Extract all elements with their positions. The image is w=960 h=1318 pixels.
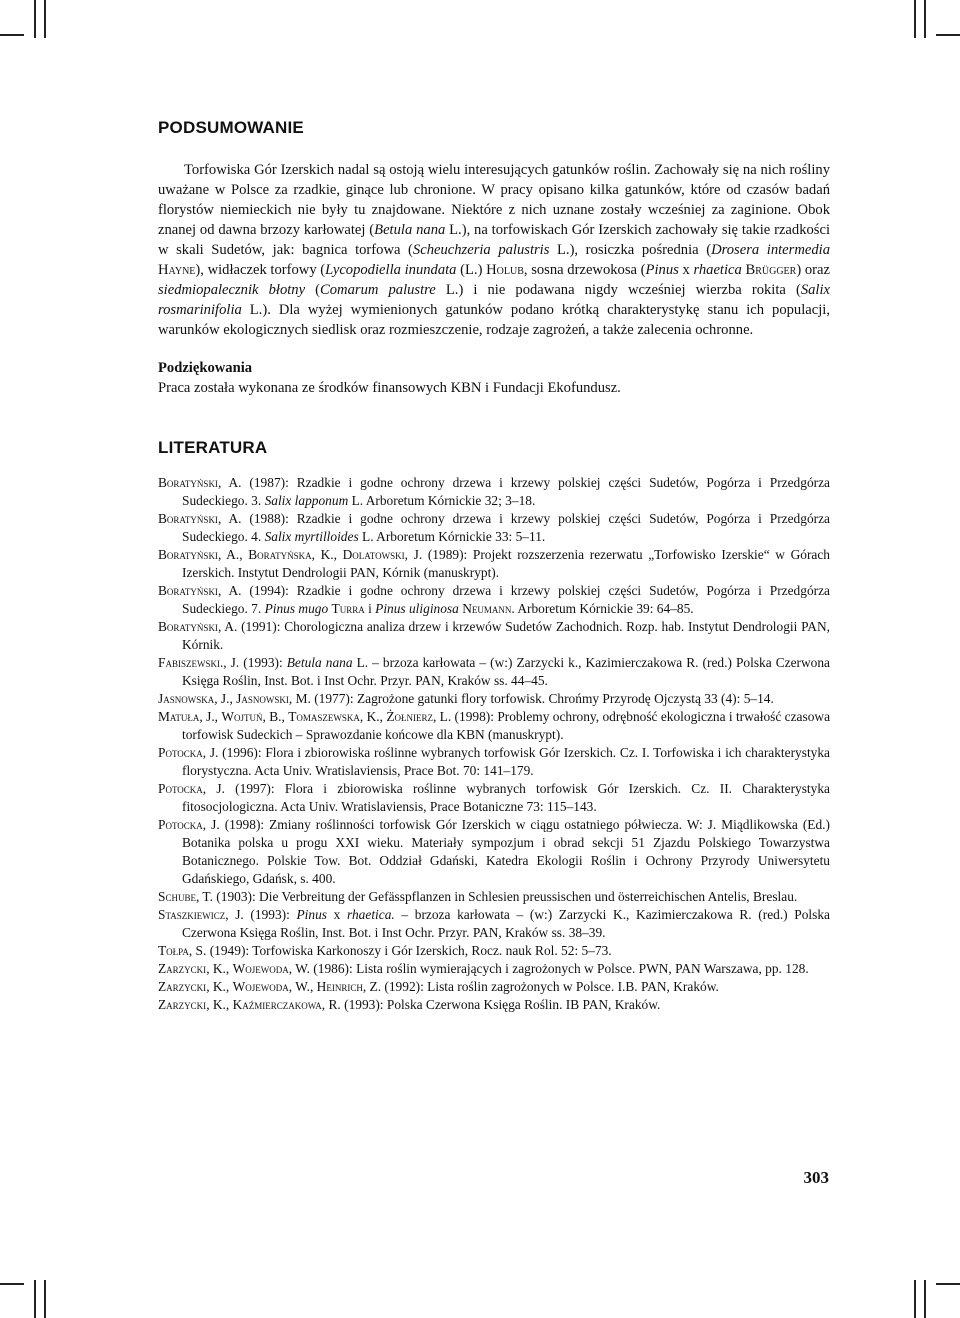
text-run: (L.) [456, 262, 487, 278]
italic-text: Pinus uliginosa [375, 601, 459, 616]
author-name: Turra [331, 601, 365, 616]
crop-mark-tl-v [34, 0, 36, 38]
text-run: i [364, 601, 376, 616]
author-name: Boratyńska [248, 547, 312, 562]
text-run: , sosna drzewokosa ( [523, 262, 646, 278]
text-run: , L. (1998): Problemy ochrony, odrębność ekologiczna i trwałość czasowa torfowisk Sudeckich – Sprawozdanie końcowe dla KBN (manuskrypt). [182, 709, 831, 742]
crop-mark-tr-v [924, 0, 926, 38]
text-run: , A. (1994): Rzadkie i godne ochrony drzewa i krzewy polskiej części Sudetów, Pogórza i Przedgórza Sudeckiego. 7. [182, 583, 830, 616]
crop-mark-br-v2 [914, 1280, 916, 1318]
text-run: , K., [206, 961, 233, 976]
text-run: ) oraz [796, 262, 830, 278]
reference-item [158, 546, 830, 582]
author-name: Boratyński [158, 547, 218, 562]
text-run: , J. (1989): Projekt rozszerzenia rezerwatu „Torfowisko Izerskie“ w Górach Izerskich. Instytut Dendrologii PAN, Kórnik (manuskrypt). [182, 547, 830, 580]
reference-item [158, 474, 830, 510]
reference-item [158, 690, 830, 708]
italic-text: Pinus mugo [264, 601, 329, 616]
text-run: , W. (1986): Lista roślin wymierających i zagrożonych w Polsce. PWN, PAN Warszawa, pp. 128. [288, 961, 809, 976]
text-run: , K., [311, 547, 343, 562]
italic-text: Pinus [296, 907, 328, 922]
text-run: ( [305, 282, 321, 298]
text-run: ), widłaczek torfowy ( [195, 262, 326, 278]
text-run: , A. (1988): Rzadkie i godne ochrony drzewa i krzewy polskiej części Sudetów, Pogórza i Przedgórza Sudeckiego. 4. [182, 511, 830, 544]
author-name: Dolatowski [342, 547, 405, 562]
acknowledgements-heading: Podziękowania [158, 360, 253, 376]
reference-item [158, 618, 830, 654]
text-run: , K., [359, 709, 387, 724]
text-run: , T. (1903): Die Verbreitung der Gefässpflanzen in Schlesien preussischen und österreichischen Antelis, Breslau. [195, 889, 798, 904]
italic-text: Comarum palustre [320, 282, 436, 298]
crop-mark-tr-v2 [914, 0, 916, 38]
text-run: ., J. (1993): [219, 655, 287, 670]
text-run: x [327, 907, 348, 922]
author-name: Holub [486, 262, 524, 278]
author-name: Zarzycki [158, 997, 207, 1012]
crop-mark-br-h [936, 1283, 960, 1285]
literature-heading: LITERATURA [158, 438, 268, 457]
crop-mark-bl-v [34, 1280, 36, 1318]
text-run: . Arboretum Kórnickie 39: 64–85. [511, 601, 694, 616]
text-run: , J., [199, 709, 222, 724]
text-run: L.). Dla wyżej wymienionych gatunków podano krótką charakterystykę stanu ich populacji, warunków ekologicznych siedlisk oraz rozmieszczenie, rodzaje zagrożeń, a także zalecenia ochronne. [158, 302, 830, 338]
author-name: Fabiszewski [158, 655, 220, 670]
crop-mark-tl-v2 [44, 0, 46, 38]
reference-item [158, 978, 830, 996]
author-name: Potocka [158, 745, 203, 760]
author-name: Zarzycki [158, 979, 207, 994]
author-name: Tołpa [158, 943, 189, 958]
reference-item [158, 906, 830, 942]
reference-item [158, 744, 830, 780]
author-name: Brügger [745, 262, 797, 278]
text-run: L.), na torfowiskach Gór Izerskich zachowały się takie rzadkości w skali Sudetów, jak: bagnica torfowa ( [158, 222, 830, 258]
author-name: Wojtuń [221, 709, 263, 724]
author-name: Boratyński [158, 475, 218, 490]
author-name: Neumann [462, 601, 512, 616]
acknowledgements-text: Praca została wykonana ze środków finansowych KBN i Fundacji Ekofundusz. [158, 380, 621, 396]
italic-text: Salix lapponum [264, 493, 349, 508]
author-name: Jasnowski [236, 691, 289, 706]
reference-item [158, 888, 830, 906]
text-run: L.), rosiczka pośrednia ( [549, 242, 712, 258]
author-name: Schube [158, 889, 196, 904]
text-run: , A., [217, 547, 249, 562]
text-run: , J. (1996): Flora i zbiorowiska roślinne wybranych torfowisk Gór Izerskich. Cz. I. Torfowiska i ich charakterystyka florystyczna. Acta Univ. Wratislaviensis, Prace Bot. 70: 141–179. [182, 745, 830, 778]
italic-text: rhaetica. [347, 907, 395, 922]
text-run: – brzoza karłowata – (w:) Zarzycki K., Kazimierczakowa R. (red.) Polska Czerwona Księga Roślin, Inst. Bot. i Inst Ochr. Przyr. PAN, Kraków ss. 38–39. [182, 907, 831, 940]
author-name: Zarzycki [158, 961, 207, 976]
author-name: Potocka [158, 781, 203, 796]
text-run: L. Arboretum Kórnickie 33: 5–11. [358, 529, 546, 544]
author-name: Boratyński [158, 619, 218, 634]
italic-text: Betula nana [286, 655, 353, 670]
text-run: , R. (1993): Polska Czerwona Księga Roślin. IB PAN, Kraków. [321, 997, 661, 1012]
italic-text: Pinus [645, 262, 679, 278]
author-name: Staszkiewicz [158, 907, 226, 922]
author-name: Jasnowska [158, 691, 215, 706]
text-run: , S. (1949): Torfowiska Karkonoszy i Gór Izerskich, Rocz. nauk Rol. 52: 5–73. [188, 943, 612, 958]
text-run: , Z. (1992): Lista roślin zagrożonych w Polsce. I.B. PAN, Kraków. [362, 979, 719, 994]
reference-item [158, 816, 830, 888]
summary-paragraph [158, 160, 830, 340]
crop-mark-bl-h [0, 1283, 24, 1285]
text-run: , W., [288, 979, 317, 994]
crop-mark-bl-v2 [44, 1280, 46, 1318]
summary-heading: PODSUMOWANIE [158, 118, 304, 137]
text-run: x [678, 262, 694, 278]
crop-mark-tr-h [936, 34, 960, 36]
text-run: , A. (1987): Rzadkie i godne ochrony drzewa i krzewy polskiej części Sudetów, Pogórza i Przedgórza Sudeckiego. 3. [182, 475, 830, 508]
text-run: , K., [206, 979, 233, 994]
reference-item [158, 510, 830, 546]
text-run: L. – brzoza karłowata – (w:) Zarzycki k., Kazimierczakowa R. (red.) Polska Czerwona Księga Roślin, Inst. Bot. i Inst Ochr. Przyr. PAN, Kraków ss. 44–45. [182, 655, 830, 688]
text-run: , M. (1977): Zagrożone gatunki flory torfowisk. Chrońmy Przyrodę Ojczystą 33 (4): 5–14. [288, 691, 774, 706]
italic-text: Salix rosmarinifolia [158, 282, 831, 318]
page-number: 303 [803, 1168, 829, 1187]
reference-item [158, 942, 830, 960]
reference-item [158, 996, 830, 1014]
author-name: Tomaszewska [288, 709, 360, 724]
italic-text: Lycopodiella inundata [325, 262, 457, 278]
author-name: Matuła [158, 709, 200, 724]
italic-text: rhaetica [693, 262, 742, 278]
text-run: Torfowiska Gór Izerskich nadal są ostoją wielu interesujących gatunków roślin. Zachowały się na nich rośliny uważane w Polsce za rzadkie, ginące lub chronione. W pracy opisano kilka gatunków, które od czasów badań florystów niemieckich nie były tu znajdowane. Niektóre z nich uznane zostały wcześniej za zaginione. Obok znanej od dawna brzozy karłowatej ( [158, 162, 830, 238]
author-name: Kaźmierczakowa [232, 997, 322, 1012]
italic-text: Drosera intermedia [711, 242, 831, 258]
author-name: Heinrich [316, 979, 363, 994]
text-run: , J. (1993): [225, 907, 297, 922]
author-name: Wojewoda [232, 961, 289, 976]
author-name: Boratyński [158, 511, 218, 526]
author-name: Wojewoda [232, 979, 289, 994]
text-run: , A. (1991): Chorologiczna analiza drzew i krzewów Sudetów Zachodnich. Rozp. hab. Instytut Dendrologii PAN, Kórnik. [182, 619, 830, 652]
reference-list [158, 474, 830, 1014]
text-run: L. Arboretum Kórnickie 32; 3–18. [348, 493, 536, 508]
reference-item [158, 780, 830, 816]
text-run: , J., [214, 691, 237, 706]
italic-text: Salix myrtilloides [264, 529, 359, 544]
italic-text: Betula nana [374, 222, 446, 238]
text-run: , K., [206, 997, 233, 1012]
crop-mark-tl-h [0, 34, 24, 36]
author-name: Żołnierz [386, 709, 433, 724]
text-run: L.) i nie podawana nigdy wcześniej wierzba rokita ( [435, 282, 801, 298]
reference-item [158, 960, 830, 978]
author-name: Potocka [158, 817, 203, 832]
text-run: , J. (1997): Flora i zbiorowiska roślinne wybranych torfowisk Gór Izerskich. Cz. II. Charakterystyka fitosocjologiczna. Acta Univ. Wratislaviensis, Prace Botaniczne 73: 115–143. [182, 781, 830, 814]
italic-text: Scheuchzeria palustris [412, 242, 550, 258]
crop-mark-br-v [924, 1280, 926, 1318]
text-run: , B., [262, 709, 289, 724]
text-run: , J. (1998): Zmiany roślinności torfowisk Gór Izerskich w ciągu ostatniego półwiecza. W: J. Miądlikowska (Ed.) Botanika polska u progu XXI wieku. Materiały sympozjum i obrad sekcji 51 Zjazdu Polskiego Towarzystwa Botanicznego. Polskie Tow. Bot. Oddział Gdański, Katedra Ekologii Roślin i Ochrony Przyrody Uniwersytetu Gdańskiego, Gdańsk, s. 400. [182, 817, 830, 886]
reference-item [158, 654, 830, 690]
italic-text: siedmiopalecznik błotny [158, 282, 306, 298]
author-name: Boratyński [158, 583, 218, 598]
author-name: Hayne [158, 262, 196, 278]
reference-item [158, 582, 830, 618]
reference-item [158, 708, 830, 744]
page-content [158, 118, 830, 1014]
